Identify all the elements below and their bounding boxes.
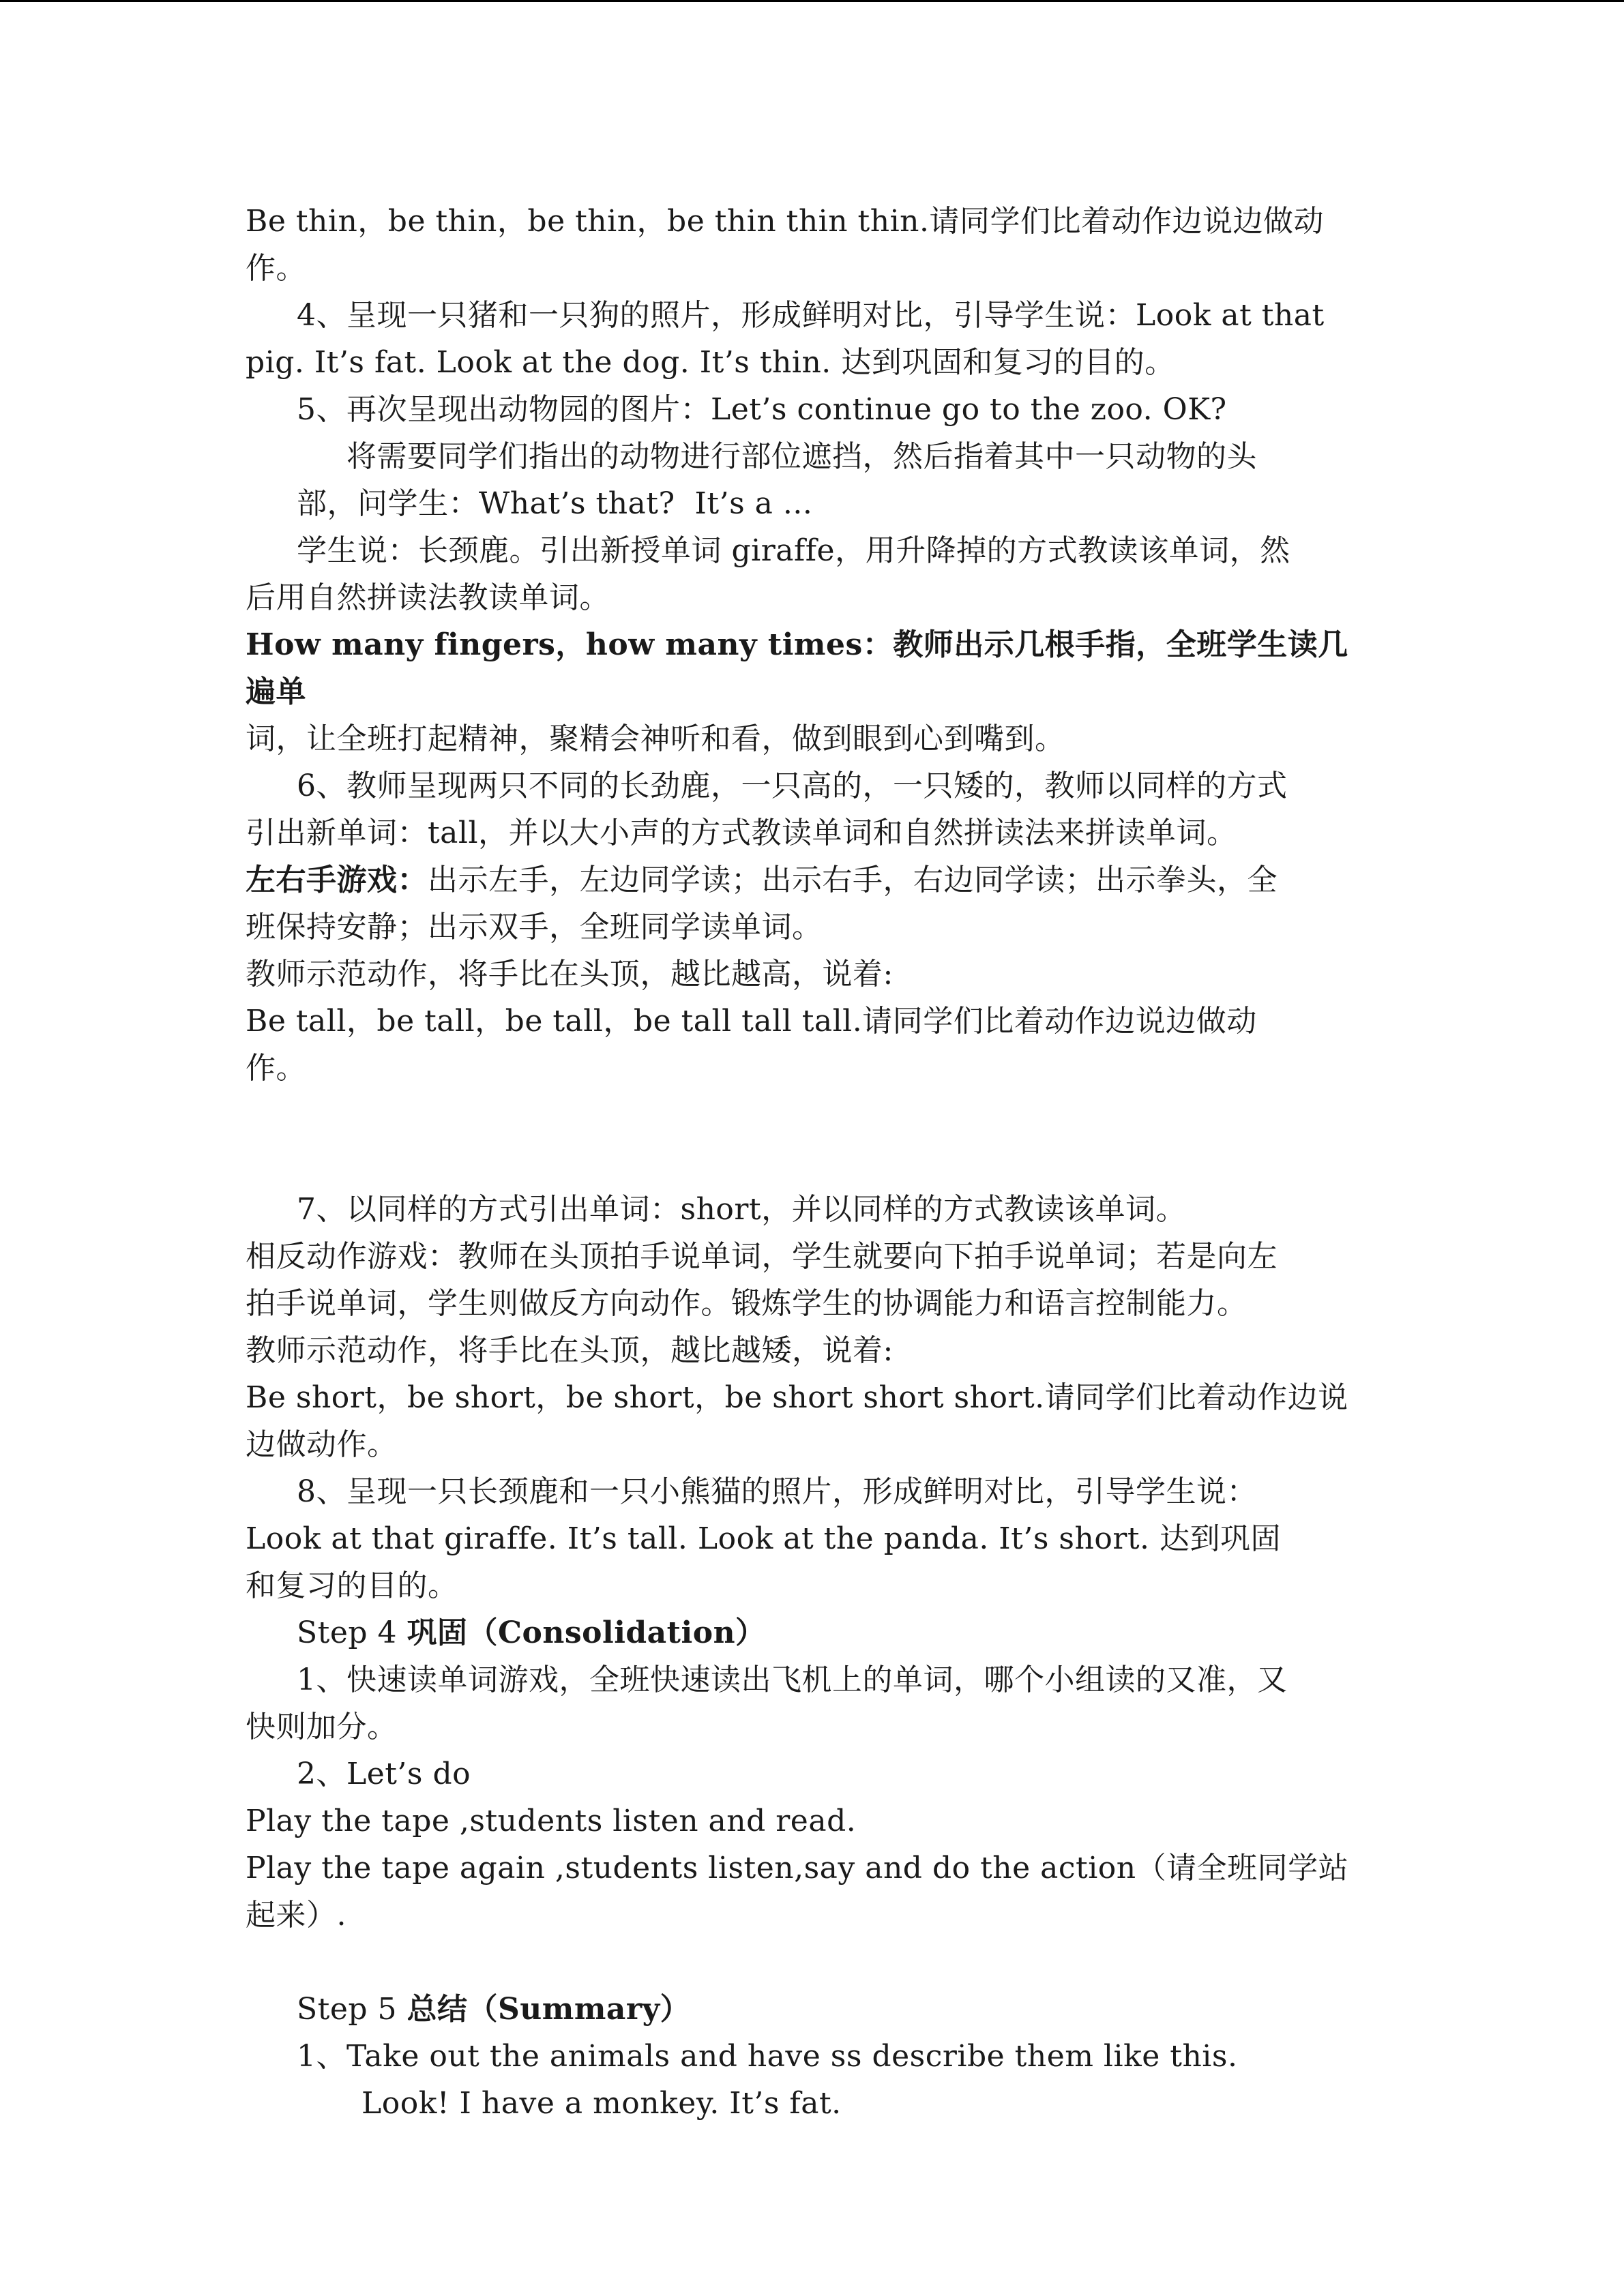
paragraph-cover-animals [246, 433, 1378, 527]
text-line: 作。 [246, 251, 306, 286]
text-line: 6、教师呈现两只不同的长劲鹿，一只高的，一只矮的，教师以同样的方式 [297, 769, 1288, 803]
text-line: 部，问学生：What’s that? It’s a ... [297, 486, 813, 521]
heading-step-5 [246, 1986, 1378, 2033]
paragraph-step-4-pig-dog [246, 292, 1378, 386]
paragraph-quick-read-game [246, 1656, 1378, 1750]
text-line: Be thin，be thin，be thin，be thin thin thin.请同学们比着动作边说边做动 [246, 204, 1324, 239]
text-line: 4、呈现一只猪和一只狗的照片，形成鲜明对比，引导学生说：Look at that [297, 298, 1325, 333]
text-line: 班保持安静；出示双手，全班同学读单词。 [246, 910, 823, 944]
text-line: 拍手说单词，学生则做反方向动作。锻炼学生的协调能力和语言控制能力。 [246, 1286, 1247, 1321]
text-line: pig. It’s fat. Look at the dog. It’s thin. 达到巩固和复习的目的。 [246, 345, 1175, 380]
text-line: Be short，be short，be short，be short short short.请同学们比着动作边说 [246, 1380, 1348, 1415]
text-line: Look at that giraffe. It’s tall. Look at the panda. It’s short. 达到巩固 [246, 1521, 1282, 1556]
paragraph-step-8-giraffe-panda: 8、呈现一只长颈鹿和一只小熊猫的照片，形成鲜明对比，引导学生说： [297, 1474, 1257, 1509]
paragraph-giraffe [246, 527, 1378, 621]
text-line [246, 621, 1378, 715]
paragraph-look-at-giraffe [246, 1515, 1378, 1609]
step-label: Step 4 [297, 1615, 407, 1650]
text-line: 后用自然拼读法教读单词。 [246, 580, 610, 615]
spacer [246, 1939, 1378, 1986]
text-line: Be tall，be tall，be tall，be tall tall tall.请同学们比着动作边说边做动 [246, 1004, 1257, 1039]
document-body [246, 198, 1378, 2127]
text-line: 边做动作。 [246, 1427, 398, 1462]
paragraph-teacher-demo-short: 教师示范动作，将手比在头顶，越比越矮，说着: [246, 1333, 894, 1368]
text-line: 将需要同学们指出的动物进行部位遮挡，然后指着其中一只动物的头 [346, 439, 1257, 474]
paragraph-play-tape-again [246, 1845, 1378, 1939]
text-line: Play the tape again ,students listen,say and do the action（请全班同学站 [246, 1851, 1349, 1885]
paragraph-take-out-animals: 1、Take out the animals and have ss describe them like this. [297, 2039, 1238, 2074]
heading-step-4 [246, 1609, 1378, 1656]
step-title: 总结（Summary） [407, 1992, 691, 2027]
paragraph-lets-do: 2、Let’s do [297, 1757, 471, 1791]
paragraph-step-7-short: 7、以同样的方式引出单词：short，并以同样的方式教读该单词。 [297, 1192, 1187, 1227]
step-label: Step 5 [297, 1992, 407, 2027]
paragraph-fingers-game [246, 621, 1378, 762]
paragraph-play-tape: Play the tape ,students listen and read. [246, 1804, 857, 1838]
text-line: 学生说：长颈鹿。引出新授单词 giraffe，用升降掉的方式教读该单词，然 [297, 533, 1290, 568]
text-line: 引出新单词：tall，并以大小声的方式教读单词和自然拼读法来拼读单词。 [246, 816, 1237, 850]
paragraph-opposite-action-game [246, 1233, 1378, 1327]
paragraph-be-tall-chant [246, 998, 1378, 1092]
text-line: 作。 [246, 1051, 306, 1086]
spacer [246, 1092, 1378, 1186]
paragraph-monkey-example: Look! I have a monkey. It’s fat. [361, 2086, 842, 2121]
text-line: 起来）. [246, 1898, 346, 1933]
step-title: 巩固（Consolidation） [407, 1615, 766, 1650]
paragraph-be-thin-chant [246, 198, 1378, 292]
text-line: 相反动作游戏：教师在头顶拍手说单词，学生就要向下拍手说单词；若是向左 [246, 1239, 1278, 1274]
page-top-border [0, 0, 1624, 2]
text-line: 和复习的目的。 [246, 1568, 458, 1603]
text-line: 快则加分。 [246, 1710, 398, 1744]
paragraph-be-short-chant [246, 1374, 1378, 1468]
game-description: 出示左手，左边同学读；出示右手，右边同学读；出示拳头，全 [428, 863, 1278, 897]
text-line: 词，让全班打起精神，聚精会神听和看，做到眼到心到嘴到。 [246, 721, 1065, 756]
text-line: 1、快速读单词游戏，全班快速读出飞机上的单词，哪个小组读的又准，又 [297, 1663, 1288, 1697]
paragraph-left-right-game [246, 856, 1378, 951]
game-title: 左右手游戏： [246, 863, 428, 897]
paragraph-teacher-demo-tall: 教师示范动作，将手比在头顶，越比越高，说着: [246, 957, 894, 992]
game-title: How many fingers，how many times：教师出示几根手指，全班学生读几遍单 [246, 627, 1348, 709]
paragraph-step-6-tall [246, 762, 1378, 856]
text-line [246, 856, 1378, 904]
paragraph-step-5-zoo: 5、再次呈现出动物园的图片：Let’s continue go to the zoo. OK? [297, 392, 1227, 427]
